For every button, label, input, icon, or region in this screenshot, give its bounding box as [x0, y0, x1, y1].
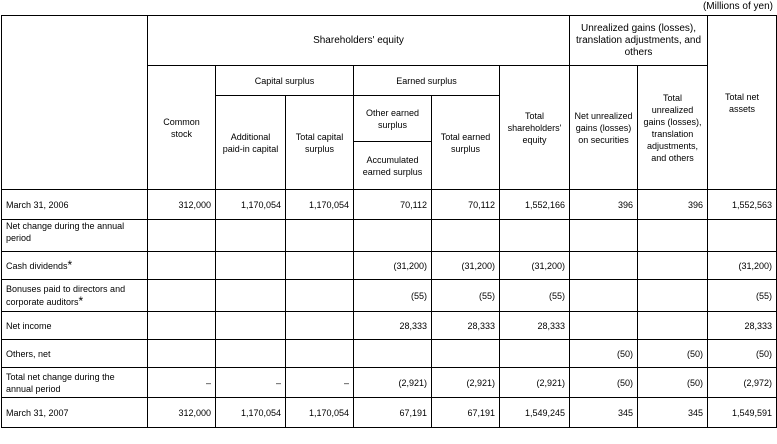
unit-label: (Millions of yen) [702, 1, 773, 12]
cell-total-shareholders-equity: 28,333 [500, 312, 570, 340]
cell-total-unrealized: (50) [638, 368, 708, 398]
cell-additional-paid-in-capital [216, 252, 286, 280]
cell-net-unrealized-gains [570, 280, 638, 312]
cell-net-unrealized-gains [570, 312, 638, 340]
header-earned-surplus: Earned surplus [354, 66, 500, 96]
header-common-stock: Common stock [148, 66, 216, 190]
cell-total-net-assets: (31,200) [708, 252, 777, 280]
cell-accumulated-earned-surplus: (2,921) [354, 368, 432, 398]
cell-total-unrealized: 345 [638, 398, 708, 428]
cell-common-stock: 312,000 [148, 190, 216, 220]
cell-total-capital-surplus [286, 280, 354, 312]
cell-total-net-assets: (55) [708, 280, 777, 312]
cell-accumulated-earned-surplus: (55) [354, 280, 432, 312]
row-label: Total net change during the annual period [2, 368, 148, 398]
cell-total-shareholders-equity [500, 220, 570, 252]
row-label: Others, net [2, 340, 148, 368]
cell-accumulated-earned-surplus: (31,200) [354, 252, 432, 280]
cell-accumulated-earned-surplus: 28,333 [354, 312, 432, 340]
cell-additional-paid-in-capital: – [216, 368, 286, 398]
cell-total-earned-surplus: 67,191 [432, 398, 500, 428]
header-total-net-assets: Total net assets [708, 16, 777, 190]
table-row [2, 252, 777, 280]
cell-accumulated-earned-surplus [354, 220, 432, 252]
cell-total-capital-surplus: 1,170,054 [286, 398, 354, 428]
cell-additional-paid-in-capital [216, 280, 286, 312]
cell-total-net-assets [708, 220, 777, 252]
table-row [2, 368, 777, 398]
cell-additional-paid-in-capital [216, 312, 286, 340]
row-label: March 31, 2006 [2, 190, 148, 220]
equity-statement-table [1, 15, 777, 428]
cell-total-unrealized: (50) [638, 340, 708, 368]
cell-common-stock [148, 220, 216, 252]
footnote-asterisk: * [67, 258, 73, 272]
header-unrealized-group: Unrealized gains (losses), translation adjustments, and others [570, 16, 708, 66]
row-label: Net income [2, 312, 148, 340]
cell-additional-paid-in-capital: 1,170,054 [216, 398, 286, 428]
footnote-asterisk: * [78, 294, 84, 308]
cell-total-capital-surplus [286, 340, 354, 368]
header-net-unrealized-gains: Net unrealized gains (losses) on securities [570, 66, 638, 190]
cell-total-net-assets: 1,549,591 [708, 398, 777, 428]
cell-net-unrealized-gains [570, 252, 638, 280]
cell-total-earned-surplus [432, 340, 500, 368]
header-other-earned-surplus: Other earned surplus [354, 96, 432, 142]
cell-additional-paid-in-capital [216, 340, 286, 368]
cell-total-shareholders-equity: 1,552,166 [500, 190, 570, 220]
cell-total-earned-surplus: 28,333 [432, 312, 500, 340]
cell-total-unrealized [638, 312, 708, 340]
table-row [2, 340, 777, 368]
header-accumulated-earned-surplus: Accumulated earned surplus [354, 142, 432, 190]
header-total-shareholders-equity: Total shareholders' equity [500, 66, 570, 190]
cell-total-unrealized [638, 252, 708, 280]
cell-net-unrealized-gains [570, 220, 638, 252]
cell-total-capital-surplus [286, 312, 354, 340]
cell-total-earned-surplus: (31,200) [432, 252, 500, 280]
header-total-earned-surplus: Total earned surplus [432, 96, 500, 190]
cell-total-capital-surplus: – [286, 368, 354, 398]
header-total-capital-surplus: Total capital surplus [286, 96, 354, 190]
cell-total-earned-surplus: 70,112 [432, 190, 500, 220]
cell-total-earned-surplus [432, 220, 500, 252]
cell-accumulated-earned-surplus: 67,191 [354, 398, 432, 428]
header-corner [2, 16, 148, 190]
cell-common-stock [148, 280, 216, 312]
table-row [2, 398, 777, 428]
cell-net-unrealized-gains: (50) [570, 368, 638, 398]
cell-net-unrealized-gains: 345 [570, 398, 638, 428]
cell-total-net-assets: (2,972) [708, 368, 777, 398]
table-row [2, 190, 777, 220]
row-label: Net change during the annual period [2, 220, 148, 252]
header-capital-surplus: Capital surplus [216, 66, 354, 96]
cell-common-stock [148, 312, 216, 340]
cell-total-shareholders-equity: (55) [500, 280, 570, 312]
cell-common-stock [148, 340, 216, 368]
cell-total-shareholders-equity [500, 340, 570, 368]
cell-total-earned-surplus: (2,921) [432, 368, 500, 398]
cell-net-unrealized-gains: (50) [570, 340, 638, 368]
cell-total-net-assets: 28,333 [708, 312, 777, 340]
cell-additional-paid-in-capital [216, 220, 286, 252]
cell-total-shareholders-equity: (2,921) [500, 368, 570, 398]
cell-common-stock [148, 252, 216, 280]
cell-net-unrealized-gains: 396 [570, 190, 638, 220]
cell-additional-paid-in-capital: 1,170,054 [216, 190, 286, 220]
cell-total-net-assets: 1,552,563 [708, 190, 777, 220]
table-row [2, 220, 777, 252]
cell-total-earned-surplus: (55) [432, 280, 500, 312]
header-shareholders-equity: Shareholders' equity [148, 16, 570, 66]
cell-accumulated-earned-surplus: 70,112 [354, 190, 432, 220]
cell-common-stock: 312,000 [148, 398, 216, 428]
cell-total-capital-surplus: 1,170,054 [286, 190, 354, 220]
cell-common-stock: – [148, 368, 216, 398]
header-additional-paid-in-capital: Additional paid-in capital [216, 96, 286, 190]
cell-total-shareholders-equity: 1,549,245 [500, 398, 570, 428]
cell-total-net-assets: (50) [708, 340, 777, 368]
cell-total-unrealized [638, 280, 708, 312]
cell-total-capital-surplus [286, 220, 354, 252]
cell-total-shareholders-equity: (31,200) [500, 252, 570, 280]
cell-accumulated-earned-surplus [354, 340, 432, 368]
cell-total-capital-surplus [286, 252, 354, 280]
row-label: Bonuses paid to directors and corporate auditors* [2, 280, 148, 312]
cell-total-unrealized: 396 [638, 190, 708, 220]
header-total-unrealized: Total unrealized gains (losses), translation adjustments, and others [638, 66, 708, 190]
row-label: March 31, 2007 [2, 398, 148, 428]
table-row [2, 312, 777, 340]
row-label: Cash dividends* [2, 252, 148, 280]
cell-total-unrealized [638, 220, 708, 252]
table-row [2, 280, 777, 312]
